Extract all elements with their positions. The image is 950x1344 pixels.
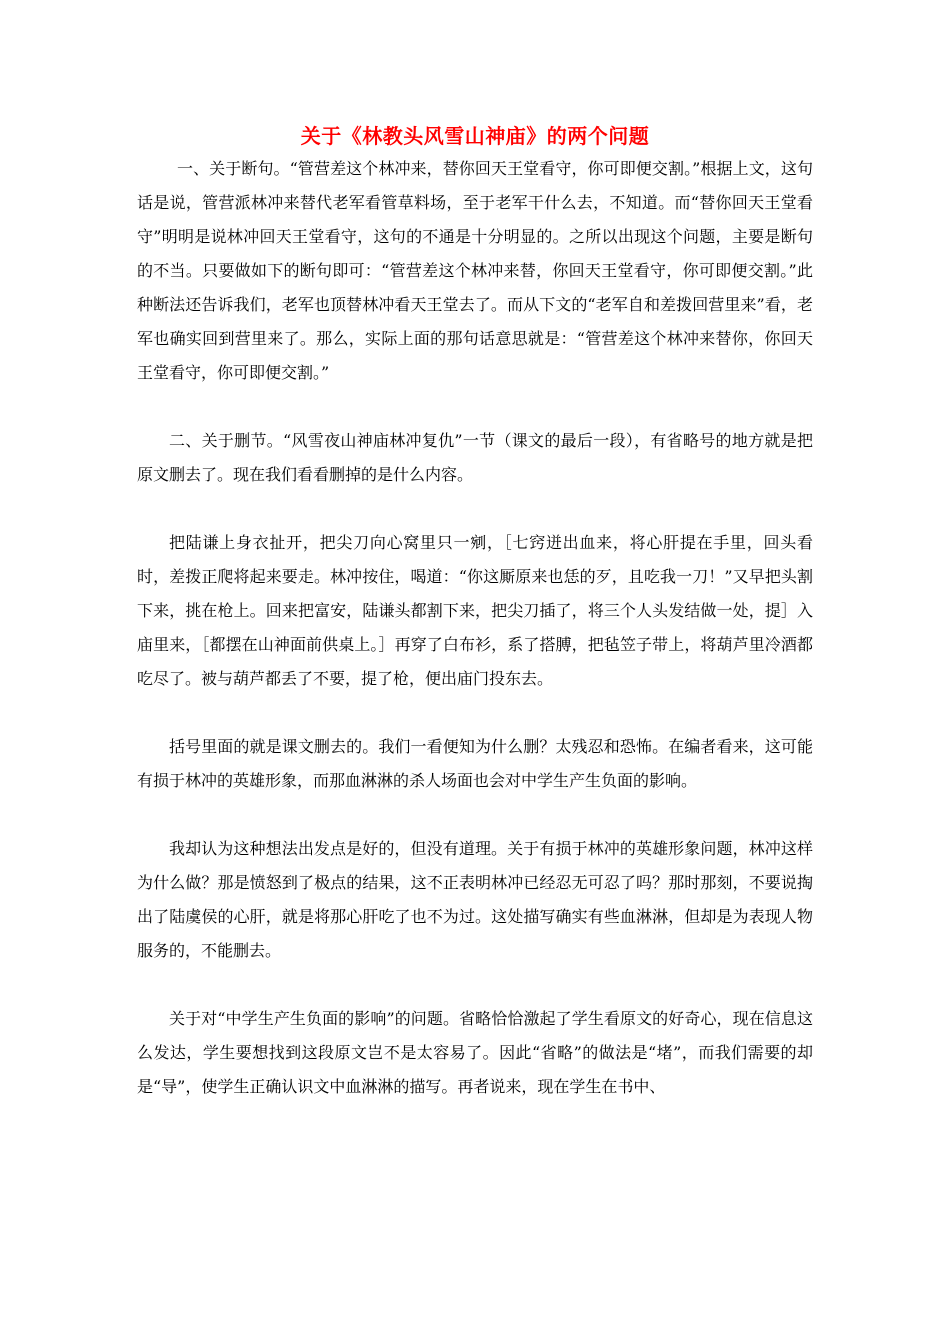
document-page — [137, 122, 813, 1104]
paragraph-negative-influence: 关于对“中学生产生负面的影响”的问题。省略恰恰激起了学生看原文的好奇心，现在信息这么发达，学生要想找到这段原文岂不是太容易了。因此“省略”的做法是“堵”，而我们需要的却是“导”，使学生正确认识文中血淋淋的描写。再者说来，现在学生在书中、 — [137, 1009, 813, 1096]
paragraph-author-opinion: 我却认为这种想法出发点是好的，但没有道理。关于有损于林冲的英雄形象问题，林冲这样为什么做？那是愤怒到了极点的结果，这不正表明林冲已经忍无可忍了吗？那时那刻，不要说掏出了陆虞侯的心肝，就是将那心肝吃了也不为过。这处描写确实有些血淋淋，但却是为表现人物服务的，不能删去。 — [137, 839, 813, 960]
paragraph-original-text: 把陆谦上身衣扯开，把尖刀向心窝里只一剜，［七窍迸出血来，将心肝提在手里，回头看时，差拨正爬将起来要走。林冲按住，喝道：“你这厮原来也恁的歹，且吃我一刀！”又早把头割下来，挑在枪上。回来把富安，陆谦头都割下来，把尖刀插了，将三个人头发结做一处，提］入庙里来，［都摆在山神面前供桌上。］再穿了白布衫，系了搭膊，把毡笠子带上，将葫芦里冷酒都吃尽了。被与葫芦都丢了不要，提了枪，便出庙门投东去。 — [137, 533, 813, 688]
paragraph-deletion-intro: 二、关于删节。“风雪夜山神庙林冲复仇”一节（课文的最后一段），有省略号的地方就是把原文删去了。现在我们看看删掉的是什么内容。 — [137, 431, 813, 484]
paragraph-deletion-reason: 括号里面的就是课文删去的。我们一看便知为什么删？太残忍和恐怖。在编者看来，这可能有损于林冲的英雄形象，而那血淋淋的杀人场面也会对中学生产生负面的影响。 — [137, 737, 813, 790]
document-title: 关于《林教头风雪山神庙》的两个问题 — [300, 124, 650, 148]
paragraph-punctuation: 一、关于断句。“管营差这个林冲来，替你回天王堂看守，你可即便交割。”根据上文，这句话是说，管营派林冲来替代老军看管草料场，至于老军干什么去，不知道。而“替你回天王堂看守”明明是说林冲回天王堂看守，这句的不通是十分明显的。之所以出现这个问题，主要是断句的不当。只要做如下的断句即可：“管营差这个林冲来替，你回天王堂看守，你可即便交割。”此种断法还告诉我们，老军也顶替林冲看天王堂去了。而从下文的“老军自和差拨回营里来”看，老军也确实回到营里来了。那么，实际上面的那句话意思就是：“管营差这个林冲来替你，你回天王堂看守，你可即便交割。” — [137, 159, 813, 382]
